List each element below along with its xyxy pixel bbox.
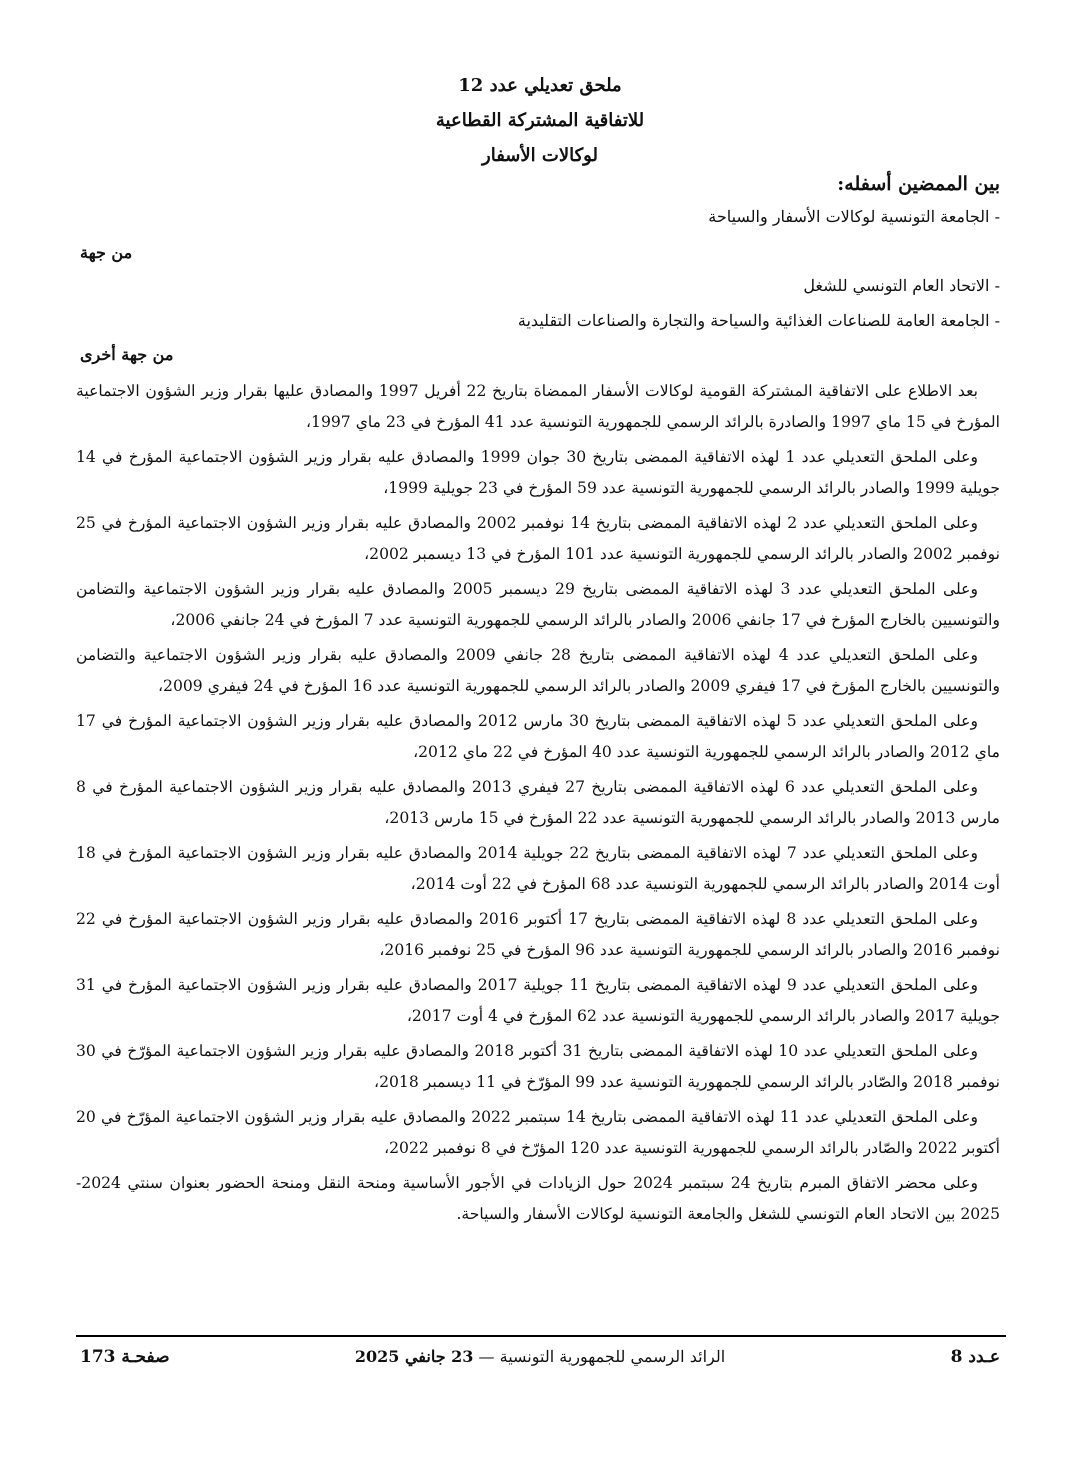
- title-line-2: للاتفاقية المشتركة القطاعية: [435, 110, 645, 131]
- footer-page-number: صفحـة 173: [80, 1347, 170, 1367]
- document-title: [0, 68, 1080, 173]
- recital-paragraph: وعلى الملحق التعديلي عدد 3 لهذه الاتفاقية الممضى بتاريخ 29 ديسمبر 2005 والمصادق عليه بقرار وزير الشؤون الاجتماعية والتضامن والتونسيين بالخارج المؤرخ في 17 جانفي 2006 والصادر بالرائد الرسمي للجمهورية التونسية عدد 7 المؤرخ في 24 جانفي 2006،: [76, 580, 1000, 629]
- recital-paragraph: وعلى الملحق التعديلي عدد 2 لهذه الاتفاقية الممضى بتاريخ 14 نوفمبر 2002 والمصادق عليه بقرار وزير الشؤون الاجتماعية المؤرخ في 25 نوفمبر 2002 والصادر بالرائد الرسمي للجمهورية التونسية عدد 101 المؤرخ في 13 ديسمبر 2002،: [76, 514, 1000, 563]
- second-party-1: - الاتحاد العام التونسي للشغل: [803, 276, 1000, 295]
- title-line-3: لوكالات الأسفار: [482, 145, 598, 166]
- recital-paragraph: وعلى الملحق التعديلي عدد 9 لهذه الاتفاقية الممضى بتاريخ 11 جويلية 2017 والمصادق عليه بقرار وزير الشؤون الاجتماعية المؤرخ في 31 جويلية 2017 والصادر بالرائد الرسمي للجمهورية التونسية عدد 62 المؤرخ في 4 أوت 2017،: [76, 976, 1000, 1025]
- first-side-label: من جهة: [80, 243, 133, 262]
- parties-heading: بين الممضين أسفله:: [837, 173, 1000, 195]
- footer-date: 23 جانفي 2025: [354, 1347, 474, 1366]
- recital-paragraph: وعلى الملحق التعديلي عدد 6 لهذه الاتفاقية الممضى بتاريخ 27 فيفري 2013 والمصادق عليه بقرار وزير الشؤون الاجتماعية المؤرخ في 8 مارس 2013 والصادر بالرائد الرسمي للجمهورية التونسية عدد 22 المؤرخ في 15 مارس 2013،: [76, 778, 1000, 827]
- first-party: - الجامعة التونسية لوكالات الأسفار والسياحة: [708, 207, 1000, 226]
- recital-paragraph: وعلى الملحق التعديلي عدد 10 لهذه الاتفاقية الممضى بتاريخ 31 أكتوبر 2018 والمصادق عليه بقرار وزير الشؤون الاجتماعية المؤرّخ في 30 نوفمبر 2018 والصّادر بالرائد الرسمي للجمهورية التونسية عدد 99 المؤرّخ في 11 ديسمبر 2018،: [76, 1042, 1000, 1091]
- footer-journal-name: الرائد الرسمي للجمهورية التونسية —: [478, 1347, 726, 1366]
- second-side-label: من جهة أخرى: [80, 345, 174, 364]
- second-party-2: - الجامعة العامة للصناعات الغذائية والسياحة والتجارة والصناعات التقليدية: [517, 311, 1000, 330]
- recital-paragraph: وعلى الملحق التعديلي عدد 7 لهذه الاتفاقية الممضى بتاريخ 22 جويلية 2014 والمصادق عليه بقرار وزير الشؤون الاجتماعية المؤرخ في 18 أوت 2014 والصادر بالرائد الرسمي للجمهورية التونسية عدد 68 المؤرخ في 22 أوت 2014،: [76, 844, 1000, 893]
- recital-paragraph: وعلى الملحق التعديلي عدد 4 لهذه الاتفاقية الممضى بتاريخ 28 جانفي 2009 والمصادق عليه بقرار وزير الشؤون الاجتماعية والتضامن والتونسيين بالخارج المؤرخ في 17 فيفري 2009 والصادر بالرائد الرسمي للجمهورية التونسية عدد 16 المؤرخ في 24 فيفري 2009،: [76, 646, 1000, 695]
- recitals: [76, 376, 1000, 1234]
- recital-paragraph: بعد الاطلاع على الاتفاقية المشتركة القومية لوكالات الأسفار الممضاة بتاريخ 22 أفريل 1997 والمصادق عليها بقرار وزير الشؤون الاجتماعية المؤرخ في 15 ماي 1997 والصادرة بالرائد الرسمي للجمهورية التونسية عدد 41 المؤرخ في 23 ماي 1997،: [76, 382, 1000, 431]
- recital-paragraph: وعلى الملحق التعديلي عدد 8 لهذه الاتفاقية الممضى بتاريخ 17 أكتوبر 2016 والمصادق عليه بقرار وزير الشؤون الاجتماعية المؤرخ في 22 نوفمبر 2016 والصادر بالرائد الرسمي للجمهورية التونسية عدد 96 المؤرخ في 25 نوفمبر 2016،: [76, 910, 1000, 959]
- recital-paragraph: وعلى الملحق التعديلي عدد 5 لهذه الاتفاقية الممضى بتاريخ 30 مارس 2012 والمصادق عليه بقرار وزير الشؤون الاجتماعية المؤرخ في 17 ماي 2012 والصادر بالرائد الرسمي للجمهورية التونسية عدد 40 المؤرخ في 22 ماي 2012،: [76, 712, 1000, 761]
- footer-divider: [76, 1335, 1006, 1337]
- recital-paragraph: وعلى الملحق التعديلي عدد 1 لهذه الاتفاقية الممضى بتاريخ 30 جوان 1999 والمصادق عليه بقرار وزير الشؤون الاجتماعية المؤرخ في 14 جويلية 1999 والصادر بالرائد الرسمي للجمهورية التونسية عدد 59 المؤرخ في 23 جويلية 1999،: [76, 448, 1000, 497]
- footer-issue-number: عـدد 8: [950, 1347, 1000, 1367]
- title-line-1: ملحق تعديلي عدد 12: [458, 75, 622, 96]
- recital-paragraph: وعلى محضر الاتفاق المبرم بتاريخ 24 سبتمبر 2024 حول الزيادات في الأجور الأساسية ومنحة النقل ومنحة الحضور بعنوان سنتي 2024-2025 بين الاتحاد العام التونسي للشغل والجامعة التونسية لوكالات الأسفار والسياحة.: [76, 1174, 1000, 1223]
- recital-paragraph: وعلى الملحق التعديلي عدد 11 لهذه الاتفاقية الممضى بتاريخ 14 سبتمبر 2022 والمصادق عليه بقرار وزير الشؤون الاجتماعية المؤرّخ في 20 أكتوبر 2022 والصّادر بالرائد الرسمي للجمهورية التونسية عدد 120 المؤرّخ في 8 نوفمبر 2022،: [76, 1108, 1000, 1157]
